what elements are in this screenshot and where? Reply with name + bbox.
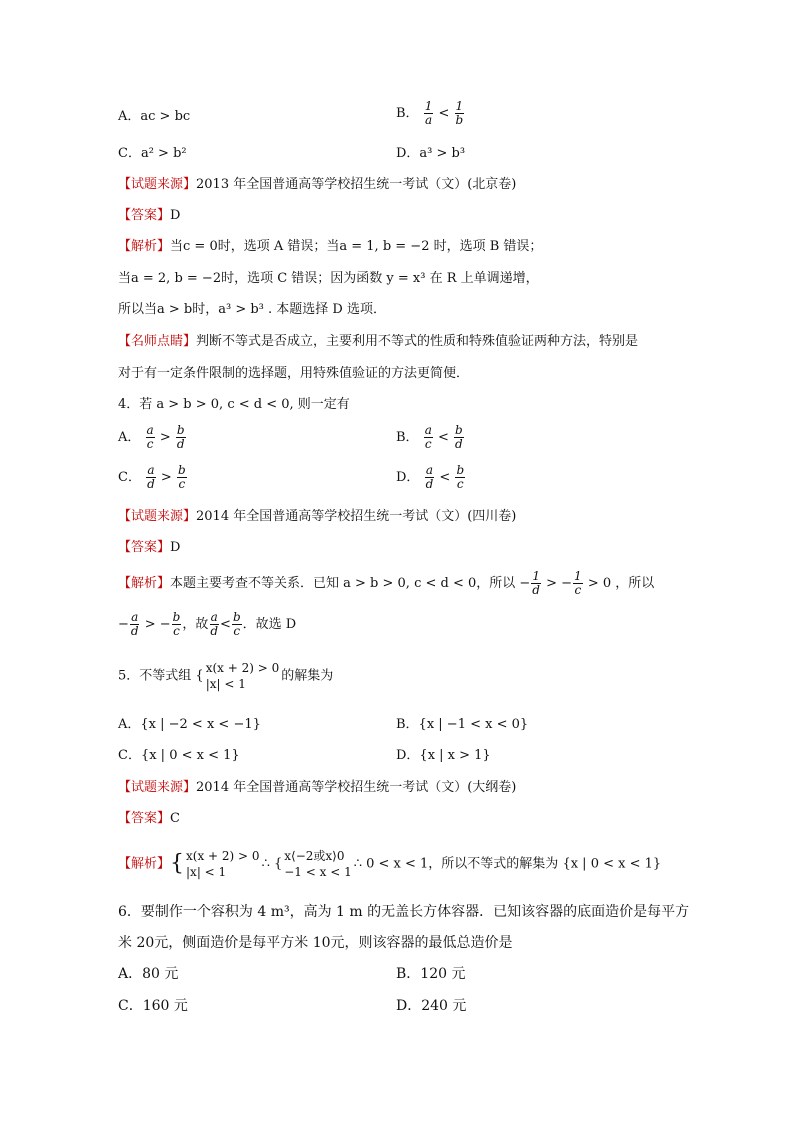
q6-option-d: D．240 元: [396, 998, 467, 1014]
q4-option-b: B． $\frac{a}{c}$ < $\frac{b}{d}$: [396, 423, 463, 451]
q5-option-a: A．{x | −2 < x < −1}: [118, 717, 261, 732]
q4-option-c: C． $\frac{a}{d}$ > $\frac{b}{c}$: [118, 463, 186, 491]
q3-tip-line-2: 对于有一定条件限制的选择题，用特殊值验证的方法更简便．: [118, 366, 470, 381]
q3-option-d: D．a³ > b³: [396, 146, 466, 161]
q5-option-d: D．{x | x > 1}: [396, 748, 491, 763]
q3-analysis-line-2: 当a = 2, b = −2时，选项 C 错误；因为函数 y = x³ 在 R 上单调递增，: [118, 271, 539, 286]
inequality-system: x(x + 2) > 0 |x| < 1: [205, 661, 280, 691]
q3-answer: 【答案】D: [118, 208, 181, 223]
q6-stem-line-2: 米 20元，侧面造价是每平方米 10元，则该容器的最低总造价是: [118, 935, 513, 951]
q3-option-b: B． $\frac{1}{a}$ < $\frac{1}{b}$: [396, 99, 464, 127]
q5-answer: 【答案】C: [118, 811, 180, 826]
fraction: $\frac{1}{a}$: [424, 99, 433, 127]
q4-option-d: D． $\frac{a}{d}$ < $\frac{b}{c}$: [396, 463, 465, 491]
fraction: $\frac{1}{b}$: [455, 99, 464, 127]
q4-source: 【试题来源】2014 年全国普通高等学校招生统一考试（文）(四川卷): [118, 509, 517, 524]
q3-option-c: C．a² > b²: [118, 146, 187, 161]
q4-analysis-line-1: 【解析】本题主要考查不等关系．已知 a > b > 0, c < d < 0，所以 − $\frac{1}{d}$ > − $\frac{1}{c}$ > 0 ，所以: [118, 569, 655, 597]
q4-analysis-line-2: − $\frac{a}{d}$ > − $\frac{b}{c}$ ，故 $\frac{a}{d}$ < $\frac{b}{c}$ ．故选 D: [118, 610, 297, 638]
q5-stem: 5．不等式组 { x(x + 2) > 0 |x| < 1 的解集为: [118, 661, 334, 691]
q6-option-b: B．120 元: [396, 966, 466, 982]
q3-option-a: A．ac > bc: [118, 109, 191, 124]
q6-stem-line-1: 6．要制作一个容积为 4 m³，高为 1 m 的无盖长方体容器．已知该容器的底面造价是每平方: [118, 904, 690, 920]
q5-source: 【试题来源】2014 年全国普通高等学校招生统一考试（文）(大纲卷): [118, 780, 517, 795]
q6-option-a: A．80 元: [118, 966, 179, 982]
q3-analysis-line-3: 所以当a > b时，a³ > b³ . 本题选择 D 选项．: [118, 302, 386, 317]
q5-option-c: C．{x | 0 < x < 1}: [118, 748, 240, 763]
q6-option-c: C．160 元: [118, 998, 188, 1014]
q4-option-a: A． $\frac{a}{c}$ > $\frac{b}{d}$: [118, 423, 185, 451]
q3-tip-line-1: 【名师点睛】判断不等式是否成立，主要利用不等式的性质和特殊值验证两种方法，特别是: [118, 334, 639, 349]
inequality-system: x⟨−2或x⟩0 −1 < x < 1: [284, 849, 352, 879]
q5-analysis: 【解析】{ x(x + 2) > 0 |x| < 1 ∴ { x⟨−2或x⟩0 −1 < x < 1 ∴ 0 < x < 1，所以不等式的解集为 {x | 0 < x < 1}: [118, 849, 662, 879]
q3-source: 【试题来源】2013 年全国普通高等学校招生统一考试（文）(北京卷): [118, 177, 517, 192]
q4-stem: 4．若 a > b > 0, c < d < 0, 则一定有: [118, 397, 350, 412]
q3-analysis-line-1: 【解析】当c = 0时，选项 A 错误；当a = 1, b = −2 时，选项 B 错误；: [118, 239, 543, 254]
q4-answer: 【答案】D: [118, 540, 181, 555]
inequality-system: x(x + 2) > 0 |x| < 1: [186, 849, 260, 879]
q5-option-b: B．{x | −1 < x < 0}: [396, 717, 529, 732]
q3-option-b-label: B．: [396, 106, 419, 121]
